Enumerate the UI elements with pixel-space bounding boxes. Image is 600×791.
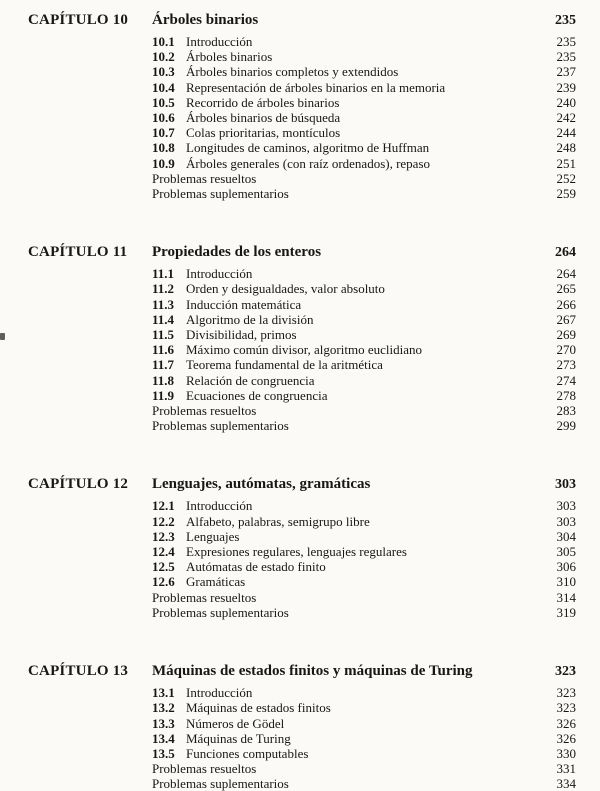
entry-title: Inducción matemática — [186, 296, 302, 312]
entry-number: 10.5 — [152, 94, 175, 110]
entry-page-number: 252 — [556, 170, 576, 186]
toc-entry — [28, 544, 576, 559]
entry-title: Longitudes de caminos, algoritmo de Huffman — [186, 140, 430, 156]
entry-number: 10.3 — [152, 64, 175, 80]
entry-title: Expresiones regulares, lenguajes regulares — [186, 544, 407, 560]
toc-entry — [28, 498, 576, 513]
entry-number: 12.3 — [152, 528, 175, 544]
toc-entry — [28, 49, 576, 64]
entry-title: Máquinas de Turing — [186, 730, 291, 746]
chapter-label: CAPÍTULO 13 — [28, 663, 129, 680]
entry-title: Árboles binarios — [186, 49, 273, 65]
toc-entry — [28, 140, 576, 155]
entry-number: 11.6 — [152, 342, 175, 358]
scan-artifact — [0, 333, 5, 340]
entry-page-number: 306 — [556, 559, 576, 575]
entry-page-number: 270 — [556, 342, 576, 358]
toc-entry — [28, 574, 576, 589]
entry-title: Introducción — [186, 34, 253, 49]
entry-title: Problemas suplementarios — [152, 418, 289, 434]
entry-page-number: 259 — [556, 186, 576, 202]
toc-entry — [28, 605, 576, 620]
entry-number: 10.7 — [152, 125, 175, 141]
entry-page-number: 235 — [556, 34, 576, 49]
chapter-title: Árboles binarios — [152, 12, 259, 28]
entry-number: 11.1 — [152, 266, 175, 282]
entry-number: 13.5 — [152, 745, 175, 761]
entry-page-number: 265 — [556, 281, 576, 297]
entry-title: Problemas resueltos — [152, 170, 257, 186]
entry-number: 11.4 — [152, 311, 175, 327]
entry-number: 10.2 — [152, 49, 175, 65]
entry-number: 10.8 — [152, 140, 175, 156]
entry-number: 11.3 — [152, 296, 175, 312]
chapter-title: Lenguajes, autómatas, gramáticas — [152, 476, 371, 493]
chapter-title: Máquinas de estados finitos y máquinas de Turing — [152, 663, 473, 680]
entry-number: 13.1 — [152, 685, 175, 701]
toc-entry — [28, 700, 576, 715]
entry-page-number: 283 — [556, 403, 576, 419]
entry-title: Teorema fundamental de la aritmética — [186, 357, 383, 373]
chapter-block — [28, 243, 576, 433]
chapter-label: CAPÍTULO 10 — [28, 12, 129, 28]
entry-page-number: 305 — [556, 544, 576, 560]
entry-number: 13.4 — [152, 730, 175, 746]
entry-number: 11.2 — [152, 281, 175, 297]
toc-entry — [28, 34, 576, 49]
entry-title: Funciones computables — [186, 745, 309, 761]
entry-title: Representación de árboles binarios en la memoria — [186, 79, 446, 95]
entry-title: Lenguajes — [186, 528, 240, 544]
entry-number: 11.8 — [152, 372, 175, 388]
entry-page-number: 244 — [556, 125, 576, 141]
entry-page-number: 330 — [556, 745, 576, 761]
chapter-block — [28, 475, 576, 620]
entry-title: Alfabeto, palabras, semigrupo libre — [186, 513, 370, 529]
entry-page-number: 274 — [556, 372, 576, 388]
entry-page-number: 266 — [556, 296, 576, 312]
entry-title: Problemas resueltos — [152, 761, 257, 777]
entry-number: 10.1 — [152, 34, 175, 49]
entry-page-number: 319 — [556, 604, 576, 620]
entry-title: Gramáticas — [186, 574, 246, 590]
entry-number: 12.5 — [152, 559, 175, 575]
entry-title: Problemas suplementarios — [152, 776, 289, 791]
chapter-entries — [28, 498, 576, 620]
toc-entry — [28, 761, 576, 776]
entry-title: Recorrido de árboles binarios — [186, 94, 340, 110]
chapter-page-number: 264 — [555, 245, 576, 261]
toc-entry — [28, 776, 576, 791]
toc-entry — [28, 731, 576, 746]
entry-number: 11.9 — [152, 387, 175, 403]
toc-entry — [28, 373, 576, 388]
toc-entry — [28, 590, 576, 605]
entry-title: Colas prioritarias, montículos — [186, 125, 341, 141]
toc-entry — [28, 342, 576, 357]
chapter-entries — [28, 685, 576, 791]
toc-entry — [28, 418, 576, 433]
entry-page-number: 334 — [556, 776, 576, 791]
toc-entry — [28, 357, 576, 372]
entry-page-number: 323 — [556, 685, 576, 701]
entry-page-number: 303 — [556, 513, 576, 529]
chapter-block — [28, 11, 576, 201]
toc-entry — [28, 171, 576, 186]
toc-entry — [28, 559, 576, 574]
entry-page-number: 299 — [556, 418, 576, 434]
entry-title: Divisibilidad, primos — [186, 327, 297, 343]
chapter-page-number: 303 — [555, 477, 576, 493]
toc-entry — [28, 125, 576, 140]
entry-page-number: 326 — [556, 730, 576, 746]
entry-title: Números de Gödel — [186, 715, 285, 731]
toc-entry — [28, 80, 576, 95]
entry-number: 12.6 — [152, 574, 175, 590]
entry-page-number: 304 — [556, 528, 576, 544]
entry-title: Relación de congruencia — [186, 372, 315, 388]
entry-page-number: 239 — [556, 79, 576, 95]
toc-entry — [28, 327, 576, 342]
toc-entry — [28, 746, 576, 761]
entry-page-number: 278 — [556, 387, 576, 403]
toc-entry — [28, 716, 576, 731]
entry-title: Introducción — [186, 685, 253, 701]
chapter-label: CAPÍTULO 12 — [28, 476, 129, 493]
toc-entry — [28, 312, 576, 327]
toc-entry — [28, 685, 576, 700]
entry-title: Máximo común divisor, algoritmo euclidiano — [186, 342, 422, 358]
chapter-heading — [28, 475, 576, 494]
entry-title: Problemas suplementarios — [152, 604, 289, 620]
chapter-page-number: 235 — [555, 13, 576, 28]
entry-title: Problemas resueltos — [152, 589, 257, 605]
entry-title: Problemas suplementarios — [152, 186, 289, 202]
toc-entry — [28, 156, 576, 171]
entry-number: 10.6 — [152, 110, 175, 126]
entry-title: Problemas resueltos — [152, 403, 257, 419]
entry-title: Orden y desigualdades, valor absoluto — [186, 281, 385, 297]
entry-page-number: 235 — [556, 49, 576, 65]
entry-title: Árboles binarios de búsqueda — [186, 110, 341, 126]
entry-title: Árboles binarios completos y extendidos — [186, 64, 399, 80]
chapter-title: Propiedades de los enteros — [152, 244, 322, 261]
entry-number: 11.7 — [152, 357, 175, 373]
chapter-entries — [28, 34, 576, 201]
toc-entry — [28, 529, 576, 544]
entry-page-number: 264 — [556, 266, 576, 282]
toc-entry — [28, 110, 576, 125]
chapter-heading — [28, 662, 576, 681]
entry-page-number: 269 — [556, 327, 576, 343]
entry-page-number: 326 — [556, 715, 576, 731]
entry-number: 10.4 — [152, 79, 175, 95]
chapter-heading — [28, 243, 576, 262]
toc-entry — [28, 186, 576, 201]
entry-number: 13.2 — [152, 700, 175, 716]
entry-page-number: 237 — [556, 64, 576, 80]
entry-page-number: 303 — [556, 498, 576, 514]
chapter-heading — [28, 11, 576, 30]
entry-number: 13.3 — [152, 715, 175, 731]
entry-page-number: 314 — [556, 589, 576, 605]
entry-page-number: 310 — [556, 574, 576, 590]
toc-entry — [28, 388, 576, 403]
toc-entry — [28, 281, 576, 296]
entry-number: 10.9 — [152, 155, 175, 171]
chapter-entries — [28, 266, 576, 433]
toc-entry — [28, 403, 576, 418]
chapter-label: CAPÍTULO 11 — [28, 244, 128, 261]
entry-title: Introducción — [186, 498, 253, 514]
toc-entry — [28, 95, 576, 110]
entry-title: Introducción — [186, 266, 253, 282]
entry-number: 11.5 — [152, 327, 175, 343]
entry-title: Ecuaciones de congruencia — [186, 387, 328, 403]
toc-entry — [28, 266, 576, 281]
entry-page-number: 242 — [556, 110, 576, 126]
entry-page-number: 331 — [556, 761, 576, 777]
entry-title: Árboles generales (con raíz ordenados), repaso — [186, 155, 431, 171]
toc-entry — [28, 297, 576, 312]
entry-page-number: 248 — [556, 140, 576, 156]
toc-entry — [28, 64, 576, 79]
chapter-block — [28, 662, 576, 791]
entry-page-number: 273 — [556, 357, 576, 373]
entry-title: Máquinas de estados finitos — [186, 700, 331, 716]
entry-page-number: 323 — [556, 700, 576, 716]
entry-number: 12.1 — [152, 498, 175, 514]
entry-title: Autómatas de estado finito — [186, 559, 326, 575]
entry-number: 12.2 — [152, 513, 175, 529]
entry-page-number: 251 — [556, 155, 576, 171]
entry-number: 12.4 — [152, 544, 175, 560]
chapter-page-number: 323 — [555, 664, 576, 680]
entry-page-number: 240 — [556, 94, 576, 110]
toc-entry — [28, 514, 576, 529]
entry-title: Algoritmo de la división — [186, 311, 314, 327]
entry-page-number: 267 — [556, 311, 576, 327]
